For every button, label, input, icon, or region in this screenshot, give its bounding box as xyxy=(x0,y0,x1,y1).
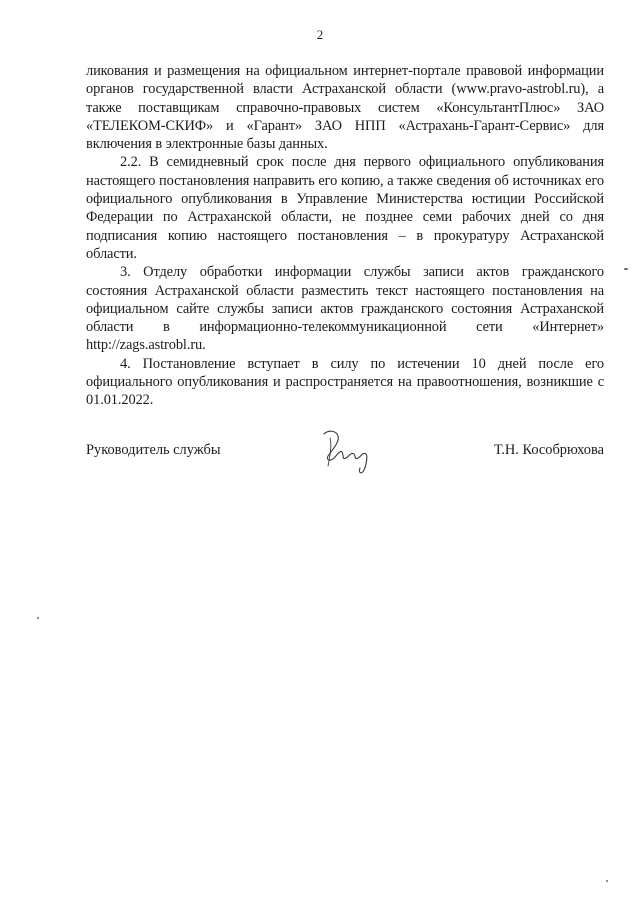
scan-speck xyxy=(37,617,39,619)
document-body xyxy=(86,62,604,410)
signature-block xyxy=(86,438,604,498)
page-number: 2 xyxy=(316,27,324,42)
scan-speck xyxy=(606,880,608,882)
paragraph-4: 4. Постановление вступает в силу по истечении 10 дней после его официального опубликования и распространяется на правоотношения, возникшие с 01.01.2022. xyxy=(86,355,604,409)
paragraph-3: 3. Отделу обработки информации службы записи актов гражданского состояния Астраханской области разместить текст настоящего постановления на официальном сайте службы записи актов гражданского состояния Астраханской области в информационно-телекоммуникационной сети «Интернет» http://zags.astrobl.ru. xyxy=(86,264,604,354)
signer-position: Руководитель службы xyxy=(86,442,221,458)
paragraph-continuation: ликования и размещения на официальном интернет-портале правовой информации органов государственной власти Астраханской области (www.pravo-astrobl.ru), а также поставщикам справочно-правовых систем «КонсультантПлюс» ЗАО «ТЕЛЕКОМ-СКИФ» и «Гарант» ЗАО НПП «Астрахань-Гарант-Сервис» для включения в электронные базы данных. xyxy=(86,63,604,153)
paragraph-2-2: 2.2. В семидневный срок после дня первого официального опубликования настоящего постановления направить его копию, а также сведения об источниках его официального опубликования в Управление Министерства юстиции Российской Федерации по Астраханской области, не позднее семи рабочих дней со дня подписания копию настоящего постановления – в прокуратуру Астраханской области. xyxy=(86,154,604,262)
handwritten-signature xyxy=(318,426,378,478)
scan-speck xyxy=(624,268,628,270)
signer-name: Т.Н. Кособрюхова xyxy=(493,442,604,458)
